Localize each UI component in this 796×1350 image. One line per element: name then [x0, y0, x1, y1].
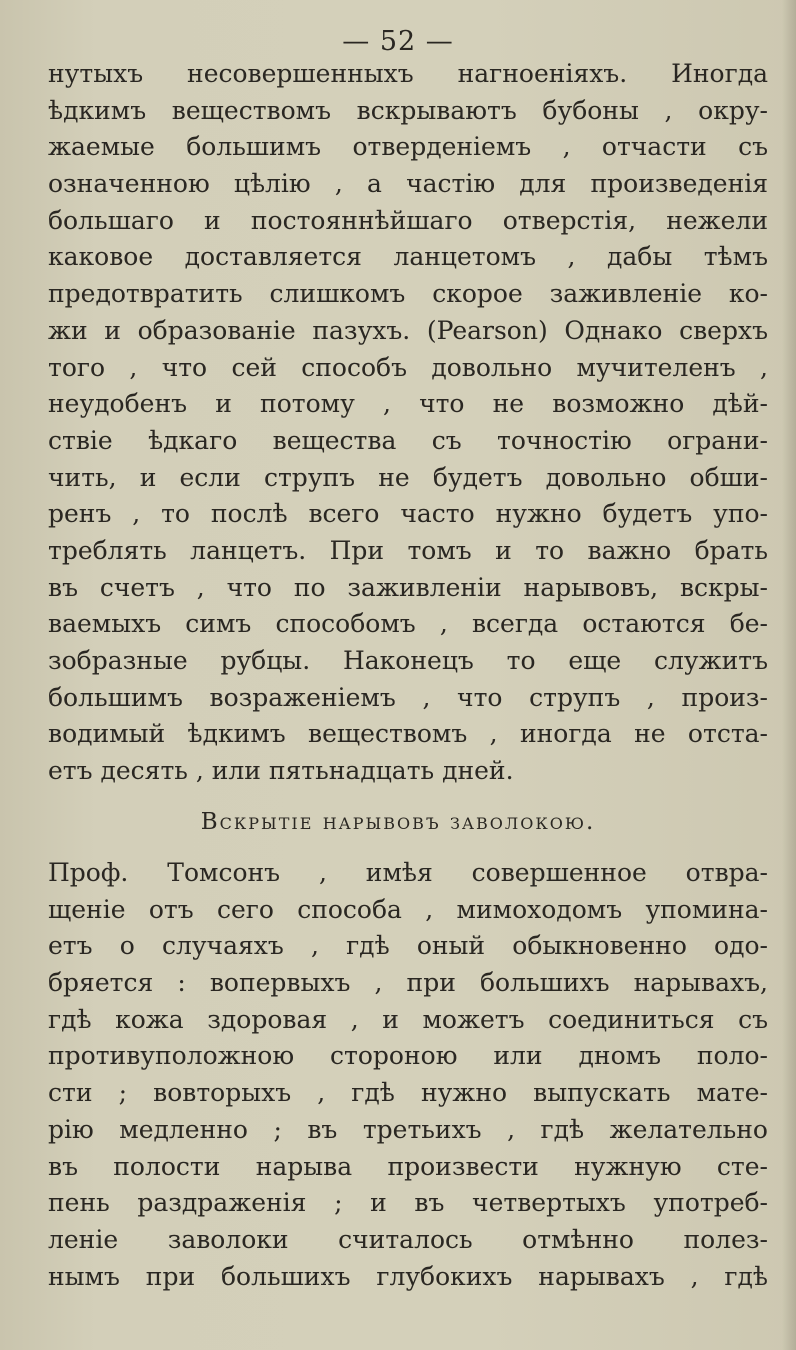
text-line: треблять ланцетъ. При томъ и то важно брать [48, 535, 768, 565]
text-line: Проф. Томсонъ , имѣя совершенное отвра- [48, 858, 768, 887]
text-line: етъ десять , или пятьнадцать дней. [48, 756, 514, 786]
text-line: рію медленно ; въ третьихъ , гдѣ желательно [48, 1114, 768, 1144]
text-line: ствіе ѣдкаго вещества съ точностію ограни- [48, 425, 768, 455]
text-line: каковое доставляется ланцетомъ , дабы тѣмъ [48, 242, 768, 272]
text-line: жи и образованіе пазухъ. (Pearson) Однако сверхъ [48, 315, 768, 345]
text-line: означенною цѣлію , а частію для произведенія [48, 169, 768, 199]
paragraph-1 [48, 56, 768, 790]
text-line: предотвратить слишкомъ скорое заживленіе ко- [48, 279, 768, 309]
text-line: ѣдкимъ веществомъ вскрываютъ бубоны , окру- [48, 95, 768, 125]
text-line: въ полости нарыва произвести нужную сте- [48, 1151, 768, 1181]
text-line: ренъ , то послѣ всего часто нужно будетъ упо- [48, 499, 768, 529]
text-line: жаемые большимъ отверденіемъ , отчасти съ [48, 132, 768, 162]
text-line: пень раздраженія ; и въ четвертыхъ употреб- [48, 1188, 768, 1218]
text-line: нымъ при большихъ глубокихъ нарывахъ , гдѣ [48, 1261, 768, 1291]
text-line: противуположною стороною или дномъ поло- [48, 1041, 768, 1071]
page-number: — 52 — [342, 26, 454, 57]
text-line: леніе заволоки считалось отмѣнно полез- [48, 1224, 768, 1254]
text-line: нутыхъ несовершенныхъ нагноеніяхъ. Иногда [48, 59, 768, 88]
paragraph-2 [48, 855, 768, 1295]
text-line: того , что сей способъ довольно мучителенъ , [48, 352, 768, 382]
text-line: етъ о случаяхъ , гдѣ оный обыкновенно одо- [48, 931, 768, 961]
text-line: гдѣ кожа здоровая , и можетъ соединиться съ [48, 1004, 768, 1034]
text-line: водимый ѣдкимъ веществомъ , иногда не отста- [48, 719, 768, 749]
text-line: большимъ возраженіемъ , что струпъ , произ- [48, 682, 768, 712]
text-line: бряется : вопервыхъ , при большихъ нарывахъ, [48, 968, 768, 998]
text-line: сти ; вовторыхъ , гдѣ нужно выпускать мате- [48, 1078, 768, 1108]
text-line: щеніе отъ сего способа , мимоходомъ упомина- [48, 894, 768, 924]
text-line: неудобенъ и потому , что не возможно дѣй- [48, 389, 768, 419]
text-line: зобразные рубцы. Наконецъ то еще служитъ [48, 646, 768, 675]
section-heading: Вскрытіе нарывовъ заволокою. [200, 809, 596, 835]
text-line: въ счетъ , что по заживленіи нарывовъ, вскры- [48, 572, 768, 602]
text-line: ваемыхъ симъ способомъ , всегда остаются бе- [48, 609, 768, 639]
page-spine-shadow [782, 0, 796, 1350]
text-line: большаго и постояннѣйшаго отверстія, нежели [48, 205, 768, 235]
text-line: чить, и если струпъ не будетъ довольно обши- [48, 462, 768, 492]
